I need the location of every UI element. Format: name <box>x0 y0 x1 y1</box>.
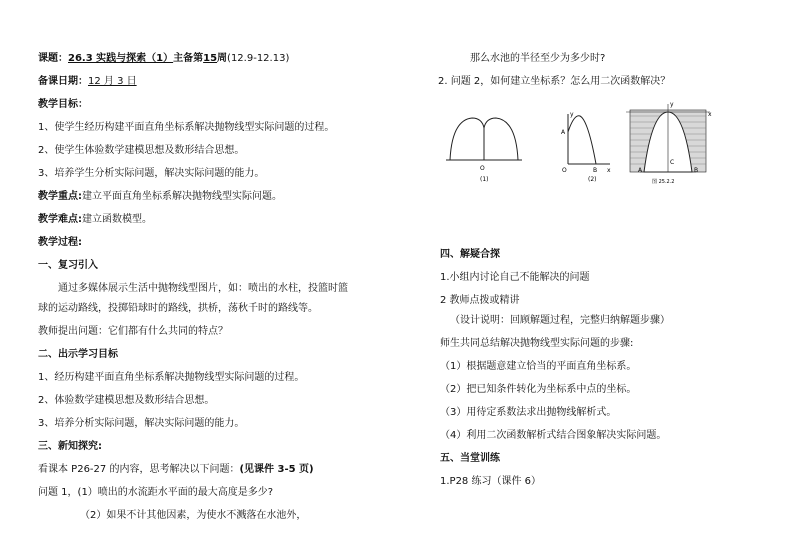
fig2-point-b: B <box>593 167 598 174</box>
paragraph-line: 球的运动路线，投掷铅球时的路线，拱桥，荡秋千时的路线等。 <box>38 303 318 314</box>
figure-1-fountain <box>446 118 522 160</box>
figure-3-arch <box>626 104 710 172</box>
question1-part1: 问题 1，(1）喷出的水流距水平面的最大高度是多少? <box>38 487 274 498</box>
parabola-curve <box>568 116 596 164</box>
figures <box>440 92 720 192</box>
fig3-y-label: y <box>670 101 674 108</box>
key-point: 教学重点:建立平面直角坐标系解决抛物线型实际问题。 <box>38 191 282 202</box>
goal-item: 3、培养学生分析实际问题，解决实际问题的能力。 <box>38 168 265 179</box>
goal-item: 1、使学生经历构建平面直角坐标系解决抛物线型实际问题的过程。 <box>38 122 335 133</box>
fig3-point-c: C <box>670 159 675 166</box>
objective-item: 2、体验数学建模思想及数形结合思想。 <box>38 395 215 406</box>
section4-heading: 四、解疑合探 <box>440 249 500 260</box>
step-item: （2）把已知条件转化为坐标系中点的坐标。 <box>440 384 637 395</box>
fig2-origin: O <box>562 167 567 174</box>
fig2-caption: (2) <box>588 176 597 183</box>
practice-item: 1.P28 练习（课件 6） <box>440 476 542 487</box>
section1-heading: 一、复习引入 <box>38 260 98 271</box>
prep-date: 备课日期：12 月 3 日 <box>38 76 137 87</box>
step-item: （3）用待定系数法求出抛物线解析式。 <box>440 407 617 418</box>
figure-2-parabola <box>568 114 610 164</box>
textbook-line: 看课本 P26-27 的内容，思考解决以下问题：(见课件 3-5 页) <box>38 464 314 475</box>
fig2-point-a: A <box>561 129 566 136</box>
fig1-caption: (1) <box>480 176 489 183</box>
goal-item: 2、使学生体验数学建模思想及数形结合思想。 <box>38 145 245 156</box>
fig1-origin-label: O <box>480 165 485 172</box>
section5-heading: 五、当堂训练 <box>440 453 500 464</box>
summary-line: 师生共同总结解决抛物线型实际问题的步骤: <box>440 338 634 349</box>
section3-heading: 三、新知探究: <box>38 441 102 452</box>
teacher-question: 教师提出问题：它们都有什么共同的特点？ <box>38 326 228 337</box>
paragraph-line: 通过多媒体展示生活中抛物线型图片，如：喷出的水柱，投篮时篮 <box>58 283 348 294</box>
fig3-caption: 图 25.2.2 <box>652 179 675 185</box>
question1-part2: （2）如果不计其他因素，为使水不溅落在水池外， <box>80 510 307 521</box>
lesson-title: 课题：26.3 实践与探索（1）主备第15周(12.9-12.13) <box>38 53 290 64</box>
fig2-y-label: y <box>570 111 574 118</box>
section4-item: 1.小组内讨论自己不能解决的问题 <box>440 272 590 283</box>
section2-heading: 二、出示学习目标 <box>38 349 118 360</box>
fig2-x-label: x <box>607 167 611 174</box>
question2: 2. 问题 2，如何建立坐标系？怎么用二次函数解决？ <box>438 76 671 87</box>
step-item: （1）根据题意建立恰当的平面直角坐标系。 <box>440 361 637 372</box>
continuation-line: 那么水池的半径至少为多少时? <box>470 53 606 64</box>
design-note: （设计说明：回顾解题过程，完整归纳解题步骤） <box>450 315 670 326</box>
objective-item: 3、培养分析实际问题，解决实际问题的能力。 <box>38 418 245 429</box>
goals-heading: 教学目标： <box>38 99 88 110</box>
fig3-point-b: B <box>694 167 699 174</box>
difficulty: 教学难点:建立函数模型。 <box>38 214 152 225</box>
fig3-x-label: x <box>708 111 712 118</box>
section4-item: 2 教师点拨或精讲 <box>440 295 520 306</box>
objective-item: 1、经历构建平面直角坐标系解决抛物线型实际问题的过程。 <box>38 372 305 383</box>
fig3-point-a: A <box>638 167 643 174</box>
process-heading: 教学过程: <box>38 237 82 248</box>
step-item: （4）利用二次函数解析式结合图象解决实际问题。 <box>440 430 667 441</box>
